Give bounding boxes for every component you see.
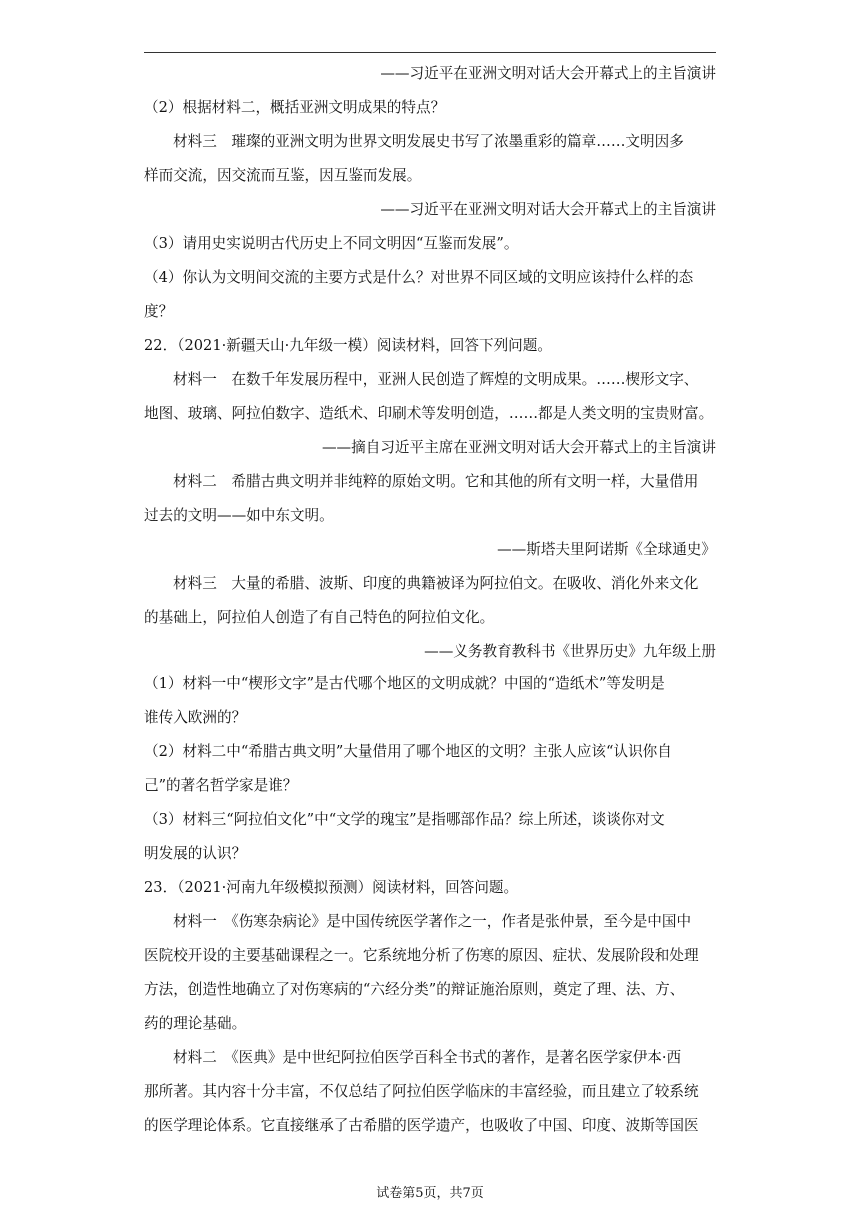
- text-line: 材料一 在数千年发展历程中，亚洲人民创造了辉煌的文明成果。……楔形文字、: [173, 371, 699, 388]
- text-line: （3）材料三“阿拉伯文化”中“文学的瑰宝”是指哪部作品？综上所述，谈谈你对文: [144, 811, 665, 828]
- text-line: 明发展的认识？: [144, 845, 247, 862]
- source-citation: ——义务教育教科书《世界历史》九年级上册: [424, 643, 716, 660]
- source-citation: ——习近平在亚洲文明对话大会开幕式上的主旨演讲: [380, 201, 716, 218]
- header-rule: [144, 52, 716, 53]
- source-citation: ——斯塔夫里阿诺斯《全球通史》: [497, 541, 716, 558]
- text-line: 药的理论基础。: [144, 1015, 247, 1032]
- text-line: （3）请用史实说明古代历史上不同文明因“互鉴而发展”。: [144, 235, 519, 252]
- text-line: 22．（2021·新疆天山·九年级一模）阅读材料，回答下列问题。: [144, 337, 552, 354]
- document-body: [144, 64, 716, 1136]
- text-line: 样而交流，因交流而互鉴，因互鉴而发展。: [144, 167, 422, 184]
- source-citation: ——习近平在亚洲文明对话大会开幕式上的主旨演讲: [380, 65, 716, 82]
- text-line: （4）你认为文明间交流的主要方式是什么？对世界不同区域的文明应该持什么样的态: [144, 269, 694, 286]
- text-line: 己”的著名哲学家是谁？: [144, 777, 298, 794]
- text-line: 医院校开设的主要基础课程之一。它系统地分析了伤寒的原因、症状、发展阶段和处理: [144, 947, 699, 964]
- text-line: （2）材料二中“希腊古典文明”大量借用了哪个地区的文明？主张人应该“认识你自: [144, 743, 672, 760]
- text-line: 23．（2021·河南九年级模拟预测）阅读材料，回答问题。: [144, 879, 519, 896]
- text-line: 材料一 《伤寒杂病论》是中国传统医学著作之一，作者是张仲景，至今是中国中: [173, 913, 692, 930]
- text-line: 的基础上，阿拉伯人创造了有自己特色的阿拉伯文化。: [144, 609, 495, 626]
- text-line: 方法，创造性地确立了对伤寒病的“六经分类”的辩证施治原则，奠定了理、法、方、: [144, 981, 685, 998]
- text-line: （2）根据材料二，概括亚洲文明成果的特点？: [144, 99, 446, 116]
- text-line: 材料三 大量的希腊、波斯、印度的典籍被译为阿拉伯文。在吸收、消化外来文化: [173, 575, 699, 592]
- text-line: 那所著。其内容十分丰富，不仅总结了阿拉伯医学临床的丰富经验，而且建立了较系统: [144, 1083, 699, 1100]
- source-citation: ——摘自习近平主席在亚洲文明对话大会开幕式上的主旨演讲: [321, 439, 716, 456]
- text-line: 谁传入欧洲的？: [144, 709, 247, 726]
- text-line: 过去的文明——如中东文明。: [144, 507, 334, 524]
- text-line: 度？: [144, 303, 174, 320]
- text-line: 材料三 璀璨的亚洲文明为世界文明发展史书写了浓墨重彩的篇章……文明因多: [173, 133, 684, 150]
- text-line: 的医学理论体系。它直接继承了古希腊的医学遗产，也吸收了中国、印度、波斯等国医: [144, 1117, 699, 1134]
- page-footer: 试卷第5页，共7页: [376, 1186, 484, 1201]
- text-line: 地图、玻璃、阿拉伯数字、造纸术、印刷术等发明创造，……都是人类文明的宝贵财富。: [144, 405, 714, 422]
- text-line: 材料二 希腊古典文明并非纯粹的原始文明。它和其他的所有文明一样，大量借用: [173, 473, 699, 490]
- text-line: 材料二 《医典》是中世纪阿拉伯医学百科全书式的著作，是著名医学家伊本·西: [173, 1049, 682, 1066]
- text-line: （1）材料一中“楔形文字”是古代哪个地区的文明成就？中国的“造纸术”等发明是: [144, 675, 665, 692]
